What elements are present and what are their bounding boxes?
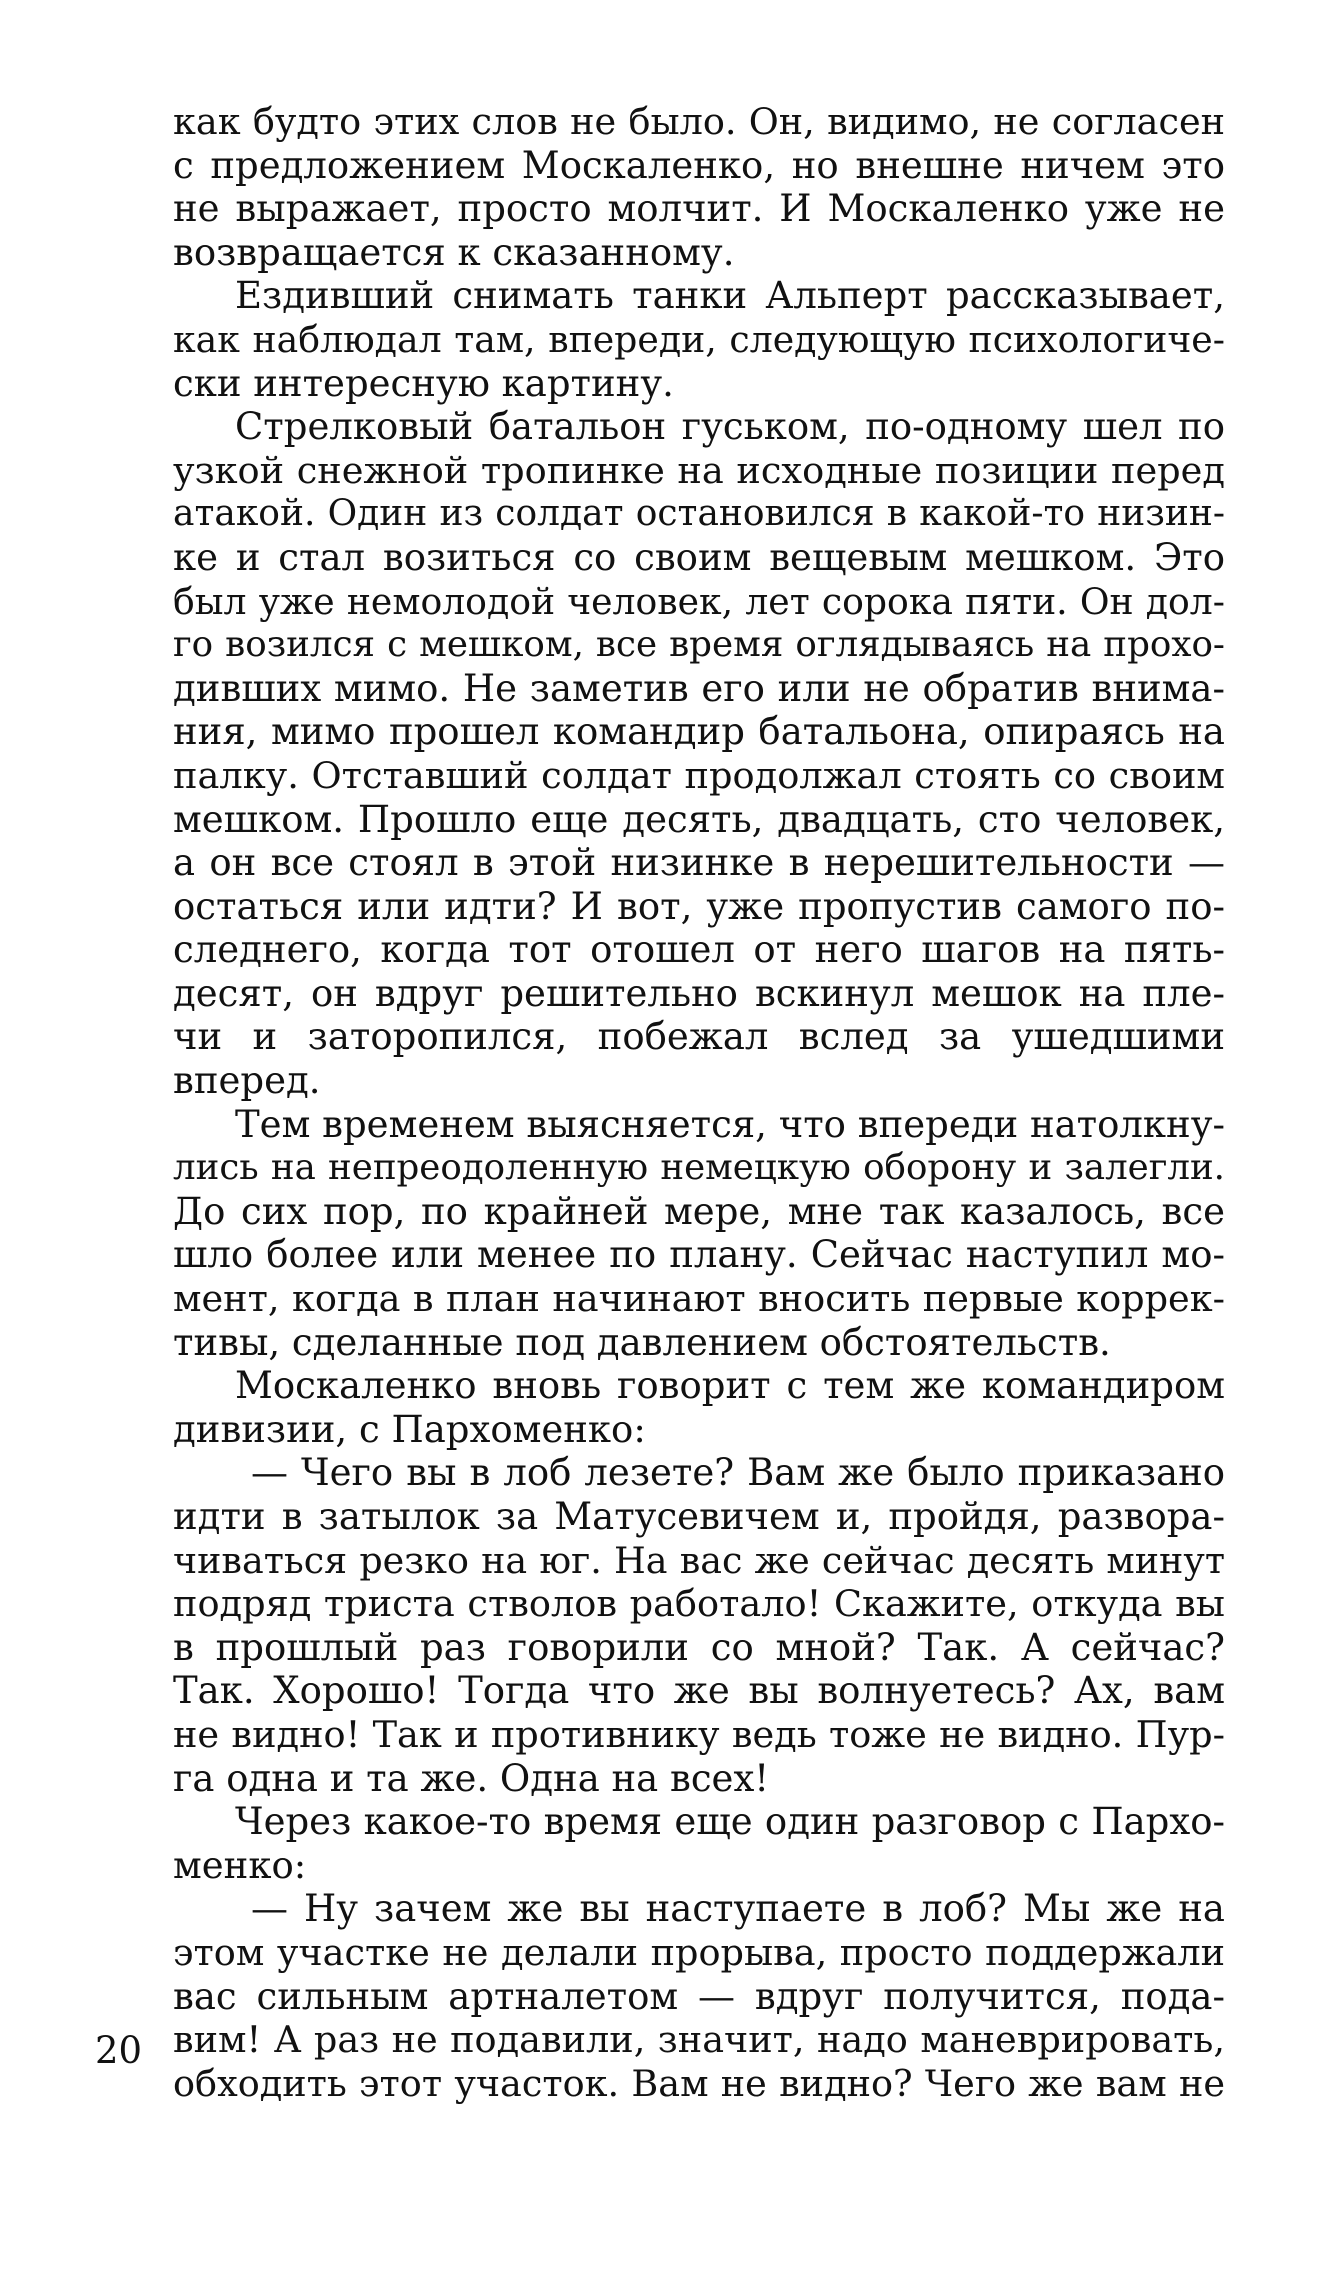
text-line: га одна и та же. Одна на всех! bbox=[173, 1756, 770, 1800]
text-line: вим! А раз не подавили, значит, надо маневрировать, bbox=[173, 2018, 1225, 2062]
text-line: ски интересную картину. bbox=[173, 361, 674, 405]
text-line: а он все стоял в этой низинке в нерешительности — bbox=[173, 841, 1225, 885]
text-line: До сих пор, по крайней мере, мне так казалось, все bbox=[173, 1189, 1225, 1233]
text-line: вперед. bbox=[173, 1059, 321, 1103]
text-line: чиваться резко на юг. На вас же сейчас десять минут bbox=[173, 1538, 1225, 1582]
text-line: следнего, когда тот отошел от него шагов на пять- bbox=[173, 928, 1225, 972]
text-line: возвращается к сказанному. bbox=[173, 230, 735, 274]
page-number: 20 bbox=[95, 2029, 143, 2072]
text-line: был уже немолодой человек, лет сорока пяти. Он дол- bbox=[173, 579, 1225, 623]
text-line: Через какое-то время еще один разговор с Пархо- bbox=[235, 1800, 1225, 1844]
text-line: десят, он вдруг решительно вскинул мешок на пле- bbox=[173, 971, 1225, 1015]
text-line: лись на непреодоленную немецкую оборону и залегли. bbox=[173, 1147, 1225, 1189]
text-line: как будто этих слов не было. Он, видимо, не согласен bbox=[173, 100, 1225, 143]
text-line: шло более или менее по плану. Сейчас наступил мо- bbox=[173, 1233, 1225, 1277]
text-line: дивизии, с Пархоменко: bbox=[173, 1407, 646, 1451]
text-line: этом участке не делали прорыва, просто поддержали bbox=[173, 1930, 1225, 1974]
text-line: Стрелковый батальон гуськом, по-одному шел по bbox=[235, 405, 1225, 449]
text-line: остаться или идти? И вот, уже пропустив самого по- bbox=[173, 884, 1225, 928]
text-line: палку. Отставший солдат продолжал стоять со своим bbox=[173, 753, 1225, 797]
text-line: подряд триста стволов работало! Скажите, откуда вы bbox=[173, 1582, 1225, 1626]
text-line: ке и стал возиться со своим вещевым мешком. Это bbox=[173, 535, 1225, 579]
text-line: в прошлый раз говорили со мной? Так. А сейчас? bbox=[173, 1625, 1225, 1669]
text-line: тивы, сделанные под давлением обстоятельств. bbox=[173, 1320, 1111, 1364]
text-line: идти в затылок за Матусевичем и, пройдя, развора- bbox=[173, 1495, 1225, 1538]
text-line: — Чего вы в лоб лезете? Вам же было приказано bbox=[251, 1451, 1225, 1495]
text-line: вас сильным артналетом — вдруг получится, пода- bbox=[173, 1974, 1225, 2018]
text-line: Ездивший снимать танки Альперт рассказывает, bbox=[235, 274, 1225, 318]
text-line: не видно! Так и противнику ведь тоже не видно. Пур- bbox=[173, 1712, 1225, 1756]
text-line: дивших мимо. Не заметив его или не обратив внима- bbox=[173, 666, 1225, 710]
text-line: — Ну зачем же вы наступаете в лоб? Мы же на bbox=[251, 1887, 1225, 1931]
text-line: мешком. Прошло еще десять, двадцать, сто человек, bbox=[173, 797, 1225, 841]
text-line: го возился с мешком, все время оглядываясь на прохо- bbox=[173, 624, 1225, 666]
text-line: Тем временем выясняется, что впереди натолкну- bbox=[235, 1102, 1225, 1146]
text-line: узкой снежной тропинке на исходные позиции перед bbox=[173, 448, 1225, 492]
text-line: менко: bbox=[173, 1843, 307, 1887]
body-text bbox=[173, 100, 1225, 2105]
text-line: с предложением Москаленко, но внешне ничем это bbox=[173, 143, 1225, 187]
text-line: чи и заторопился, побежал вслед за ушедшими bbox=[173, 1015, 1225, 1059]
text-line: ния, мимо прошел командир батальона, опираясь на bbox=[173, 710, 1225, 754]
text-line: как наблюдал там, впереди, следующую психологиче- bbox=[173, 317, 1225, 361]
text-line: не выражает, просто молчит. И Москаленко уже не bbox=[173, 187, 1225, 231]
text-line: Москаленко вновь говорит с тем же командиром bbox=[235, 1364, 1225, 1408]
text-line: атакой. Один из солдат остановился в какой-то низин- bbox=[173, 493, 1225, 535]
text-line: обходить этот участок. Вам не видно? Чего же вам не bbox=[173, 2061, 1225, 2105]
text-line: мент, когда в план начинают вносить первые коррек- bbox=[173, 1277, 1225, 1321]
text-line: Так. Хорошо! Тогда что же вы волнуетесь? Ах, вам bbox=[173, 1669, 1225, 1713]
